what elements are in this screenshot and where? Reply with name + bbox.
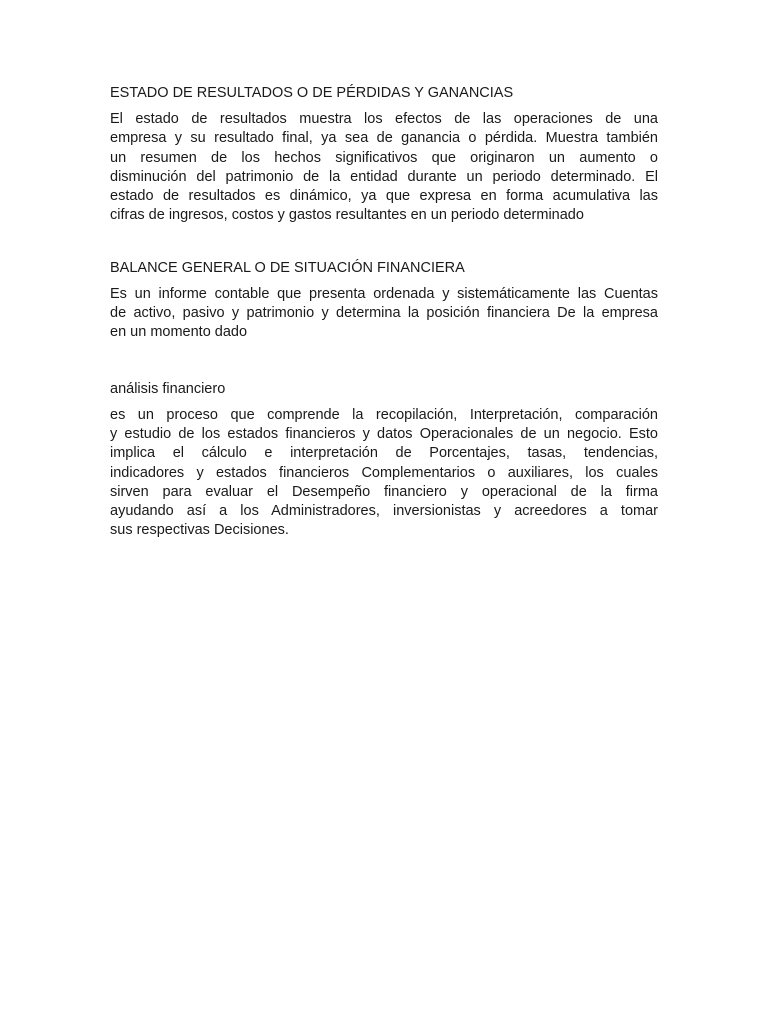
paragraph-line: de activo, pasivo y patrimonio y determina la posición financiera De la empresa: [110, 305, 658, 322]
document-page: [110, 84, 658, 541]
section-paragraph: [110, 285, 658, 343]
paragraph-line: un resumen de los hechos significativos que originaron un aumento o: [110, 149, 658, 166]
section-heading: BALANCE GENERAL O DE SITUACIÓN FINANCIERA: [110, 259, 465, 276]
paragraph-line: sirven para evaluar el Desempeño financiero y operacional de la firma: [110, 483, 658, 500]
paragraph-line: en un momento dado: [110, 324, 248, 341]
paragraph-line: disminución del patrimonio de la entidad durante un periodo determinado. El: [110, 168, 658, 185]
paragraph-line: Es un informe contable que presenta ordenada y sistemáticamente las Cuentas: [110, 285, 658, 302]
paragraph-line: y estudio de los estados financieros y datos Operacionales de un negocio. Esto: [110, 425, 658, 442]
paragraph-line: indicadores y estados financieros Complementarios o auxiliares, los cuales: [110, 464, 658, 481]
paragraph-line: cifras de ingresos, costos y gastos resultantes en un periodo determinado: [110, 207, 584, 224]
section-heading: ESTADO DE RESULTADOS O DE PÉRDIDAS Y GANANCIAS: [110, 85, 514, 101]
paragraph-line: estado de resultados es dinámico, ya que expresa en forma acumulativa las: [110, 188, 658, 205]
paragraph-line: implica el cálculo e interpretación de Porcentajes, tasas, tendencias,: [110, 445, 658, 462]
section-analisis-financiero: [110, 380, 658, 541]
paragraph-line: El estado de resultados muestra los efectos de las operaciones de una: [110, 111, 658, 127]
paragraph-line: empresa y su resultado final, ya sea de ganancia o pérdida. Muestra también: [110, 130, 658, 147]
section-heading: análisis financiero: [110, 380, 226, 397]
section-paragraph: [110, 406, 658, 541]
paragraph-line: ayudando así a los Administradores, inversionistas y acreedores a tomar: [110, 503, 658, 520]
section-paragraph: [110, 110, 658, 226]
section-estado-resultados: [110, 84, 658, 226]
paragraph-line: es un proceso que comprende la recopilación, Interpretación, comparación: [110, 406, 658, 423]
section-balance-general: [110, 259, 658, 343]
paragraph-line: sus respectivas Decisiones.: [110, 522, 289, 539]
